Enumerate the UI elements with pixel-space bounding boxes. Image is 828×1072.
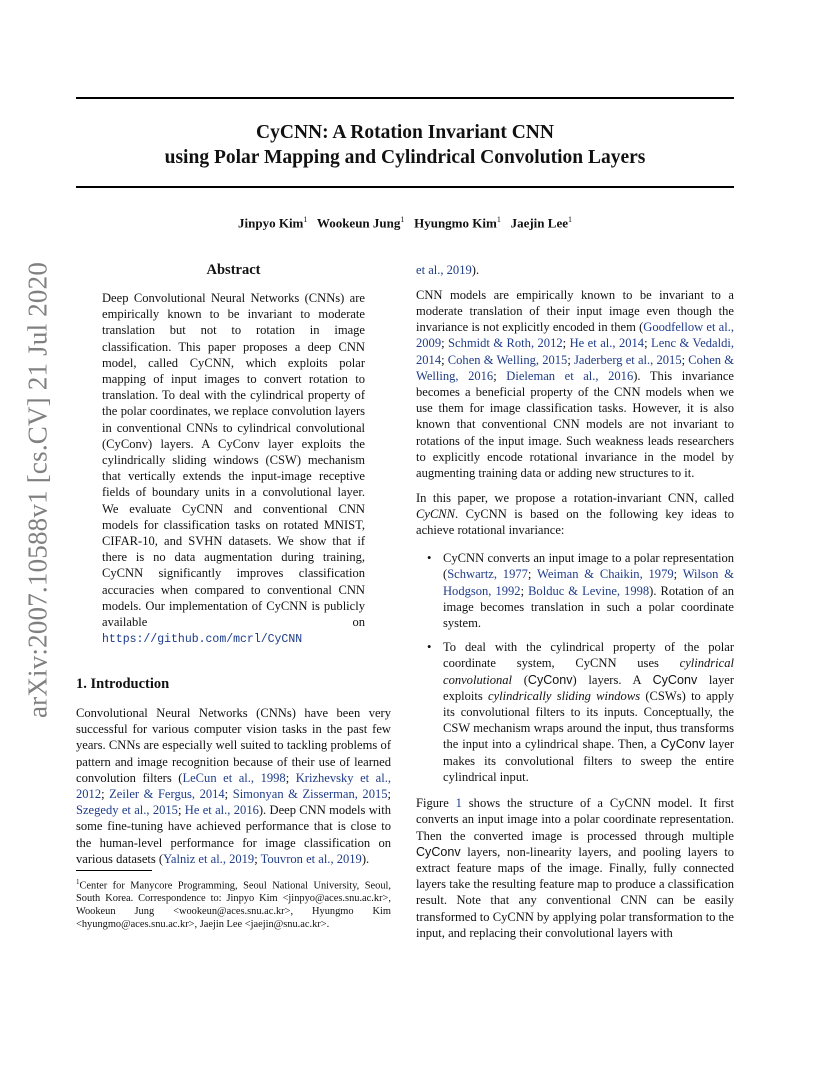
paragraph-text: CNN models are empirically known to be invariant to a moderate translation of their input image even though the invariance is not explicitly encoded in them ( [416, 287, 734, 335]
continuation-text: ). [471, 263, 480, 277]
cyconv-term: CyConv [527, 672, 573, 687]
author-name: Jaejin Lee [510, 215, 568, 231]
intro-text: ). Deep CNN models with some fine-tuning have achieved performance that is close to the human-level performance for image classification on various datasets ( [76, 803, 391, 866]
cyconv-term: CyConv [416, 844, 461, 859]
list-item-text: ). Rotation of an image becomes translation in such a polar coordinate system. [443, 583, 734, 631]
footnote-text: Center for Manycore Programming, Seoul National University, Seoul, South Korea. Correspondence to: Jinpyo Kim <jinpyo@aces.snu.ac.kr>, Wookeun Jung <wookeun@aces.snu.ac.kr>, Hyungmo Kim <hyungmo@aces.snu.ac.kr>, Jaejin Lee <jaejin@snu.ac.kr>. [76, 880, 391, 931]
citation-link[interactable]: Dieleman et al., 2016 [506, 368, 634, 383]
abstract-body [102, 290, 365, 648]
code-repository-link[interactable]: https://github.com/mcrl/CyCNN [102, 633, 303, 647]
author-affiliation-mark: 1 [400, 215, 405, 224]
footnote [76, 876, 391, 931]
list-item: • CyCNN converts an input image to a polar representation (Schwartz, 1977; Weiman & Chaikin, 1979; Wilson & Hodgson, 1992; Bolduc & Levine, 1998). Rotation of an image becomes translation in such a polar coordinate system. [427, 551, 735, 631]
citation-link[interactable]: Cohen & Welling, 2016 [416, 352, 735, 383]
title-top-rule [76, 97, 734, 99]
footnote-rule [76, 870, 152, 871]
citation-link[interactable]: Bolduc & Levine, 1998 [528, 583, 650, 598]
figure-reference-link[interactable]: 1 [455, 796, 462, 811]
paragraph-text: Figure [416, 796, 456, 811]
author-list [76, 215, 734, 231]
citation-link[interactable]: Weiman & Chaikin, 1979 [536, 567, 674, 582]
title-bottom-rule [76, 186, 734, 188]
emphasis-text: cylindrically sliding windows [488, 688, 641, 703]
citation-link[interactable]: Jaderberg et al., 2015 [574, 352, 682, 367]
introduction-body: Convolutional Neural Networks (CNNs) have been very successful for various computer vision tasks in the past few years. CNNs are especially well suited to tackling problems of pattern and image recognition because of their use of learned convolution filters (LeCun et al., 1998; Krizhevsky et al., 2012; Zeiler & Fergus, 2014; Simonyan & Zisserman, 2015; Szegedy et al., 2015; He et al., 2016). Deep CNN models with some fine-tuning have achieved performance that is close to the human-level performance for image classification on various datasets (Yalniz et al., 2019; Touvron et al., 2019). [76, 706, 392, 866]
list-item-text: (CSWs) to apply its convolutional filters to its inputs. Conceptually, the CSW mechanism wraps around the input, thus transforms the input into a cylindrical shape. Then, a [443, 688, 734, 752]
author-affiliation-mark: 1 [303, 215, 308, 224]
intro-text: Convolutional Neural Networks (CNNs) have been very successful for various computer vision tasks in the past few years. CNNs are especially well suited to tackling problems of pattern and image recognition because of their use of learned convolution filters ( [76, 706, 391, 785]
arxiv-sidebar-stamp [18, 261, 58, 719]
paragraph-text: In this paper, we propose a rotation-invariant CNN, called [416, 490, 734, 505]
list-item-text: CyCNN converts an input image to a polar representation ( [443, 551, 734, 582]
citation-link[interactable]: et al., 2019 [416, 263, 472, 277]
author-name: Wookeun Jung [316, 215, 401, 231]
citation-link[interactable]: Touvron et al., 2019 [260, 851, 362, 866]
list-item-text: ) layers. A [572, 672, 653, 687]
right-column: et al., 2019). CNN models are empirically known to be invariant to a moderate translation of their input image even though the invariance is not explicitly encoded in them (Goodfellow et al., 2009; Schmidt & Roth, 2012; He et al., 2014; Lenc & Vedaldi, 2014; Cohen & Welling, 2015; Jaderberg et al., 2015; Cohen & Welling, 2016; Dieleman et al., 2016). This invariance becomes a beneficial property of the CNN models when we use them for image classification tasks. However, it is also known that conventional CNN models are not invariant to rotations of the input image. Such weakness leads researchers to explicitly encode rotational invariance in the model by augmenting training data or adding new structures to it. In this paper, we propose a rotation-invariant CNN, called CyCNN. CyCNN is based on the following key ideas to achieve rotational invariance: • CyCNN converts an input image to a polar representation (Schwartz, 1977; Weiman & Chaikin, 1979; Wilson & Hodgson, 1992; Bolduc & Levine, 1998). Rotation of an image becomes translation in such a polar coordinate system. • To deal with the cylindrical property of the polar coordinate system, CyCNN uses cylindrical convolutional (CyConv) layers. A CyConv layer exploits cylindrically sliding windows (CSWs) to apply its convolutional filters to its inputs. Conceptually, the CSW mechanism wraps around the input, thus transforms the input into a cylindrical shape. Then, a CyConv layer makes its convolutional filters to sweep the entire cylindrical input. Figure 1 shows the structure of a CyCNN model. It first converts an input image into a polar coordinate representation. Then the converted image is processed through multiple CyConv layers, non-linearity layers, and pooling layers to extract feature maps of the image. Finally, fully connected layers take the resulting feature map to produce a classification result. Note that any conventional CNN can be easily transformed to CyCNN by applying polar transformation to the input, and replacing their convolutional layers with [416, 263, 735, 940]
bullet-icon: • [427, 551, 432, 566]
citation-link[interactable]: Yalniz et al., 2019 [163, 851, 255, 866]
author-name: Jinpyo Kim [238, 215, 304, 231]
paragraph-text: shows the structure of a CyCNN model. It first converts an input image into a polar coordinate representation. Then the converted image is processed through multiple [416, 796, 734, 843]
author-name: Hyungmo Kim [414, 215, 497, 231]
footnote-mark: 1 [76, 878, 80, 886]
citation-link[interactable]: Zeiler & Fergus, 2014 [109, 787, 225, 802]
citation-link[interactable]: Schwartz, 1977 [447, 567, 528, 582]
author-affiliation-mark: 1 [567, 215, 572, 224]
introduction-heading: 1. Introduction [76, 676, 170, 692]
emphasis-text: cylindrical convolutional [443, 656, 734, 687]
list-item-text: ( [512, 672, 528, 687]
paragraph-text: ). This invariance becomes a beneficial property of the CNN models when we use them for image classification tasks. However, it is also known that conventional CNN models are not invariant to rotations of the input image. Such weakness leads researchers to explicitly encode rotational invariance in the model by augmenting training data or adding new structures to it. [416, 368, 735, 480]
arxiv-id: arXiv:2007.10588v1 [cs.CV] 21 Jul 2020 [22, 261, 53, 719]
citation-link[interactable]: Krizhevsky et al., 2012 [76, 770, 392, 802]
cyconv-term: CyConv [660, 737, 705, 752]
title-line-2: using Polar Mapping and Cylindrical Convolution Layers [164, 147, 646, 168]
citation-link[interactable]: Cohen & Welling, 2015 [447, 352, 568, 367]
emphasis-text: CyCNN [416, 506, 456, 521]
citation-link[interactable]: Lenc & Vedaldi, 2014 [416, 336, 735, 367]
intro-text: ). [361, 851, 370, 866]
key-ideas-list [416, 550, 734, 785]
list-item-text: layer makes its convolutional filters to sweep the entire cylindrical input. [443, 737, 735, 784]
paragraph-text: . CyCNN is based on the following key ideas to achieve rotational invariance: [416, 506, 734, 538]
citation-link[interactable]: Szegedy et al., 2015 [76, 803, 178, 818]
citation-link[interactable]: He et al., 2016 [184, 803, 259, 818]
paragraph-text: layers, non-linearity layers, and pooling layers to extract feature maps of the image. Finally, fully connected layers take the resulting feature map to produce a classification result. Note that any conventional CNN can be easily transformed to CyCNN by applying polar transformation to the input, and replacing their convolutional layers with [416, 844, 734, 940]
citation-link[interactable]: LeCun et al., 1998 [182, 770, 286, 785]
citation-link[interactable]: Simonyan & Zisserman, 2015 [232, 787, 388, 802]
abstract-heading: Abstract [206, 262, 261, 278]
author-affiliation-mark: 1 [496, 215, 501, 224]
paper-title [76, 120, 734, 170]
list-item-text: layer exploits [443, 672, 734, 703]
citation-link[interactable]: He et al., 2014 [569, 336, 645, 351]
list-item [416, 639, 734, 785]
citation-link[interactable]: Schmidt & Roth, 2012 [448, 336, 563, 351]
citation-link[interactable]: Goodfellow et al., 2009 [416, 320, 735, 351]
citation-link[interactable]: Wilson & Hodgson, 1992 [443, 567, 735, 598]
title-line-1: CyCNN: A Rotation Invariant CNN [256, 122, 554, 143]
list-item-text: To deal with the cylindrical property of the polar coordinate system, CyCNN uses [443, 640, 734, 671]
cyconv-term: CyConv [652, 672, 698, 687]
abstract-text: Deep Convolutional Neural Networks (CNNs) are empirically known to be invariant to moderate translation but not to rotation in image classification. This paper proposes a deep CNN model, called CyCNN, which exploits polar mapping of input images to convert rotation to translation. To deal with the cylindrical property of the polar coordinates, we replace convolution layers in conventional CNNs to cylindrical convolutional (CyConv) layers. A CyConv layer exploits the cylindrically sliding windows (CSW) mechanism that vertically extends the input-image receptive fields of boundary units in a convolutional layer. We evaluate CyCNN and conventional CNN models for classification tasks on rotated MNIST, CIFAR-10, and SVHN datasets. We show that if there is no data augmentation during training, CyCNN significantly improves classification accuracies when compared to conventional CNN models. Our implementation of CyCNN is publicly available on [102, 291, 365, 630]
bullet-icon: • [427, 640, 432, 655]
